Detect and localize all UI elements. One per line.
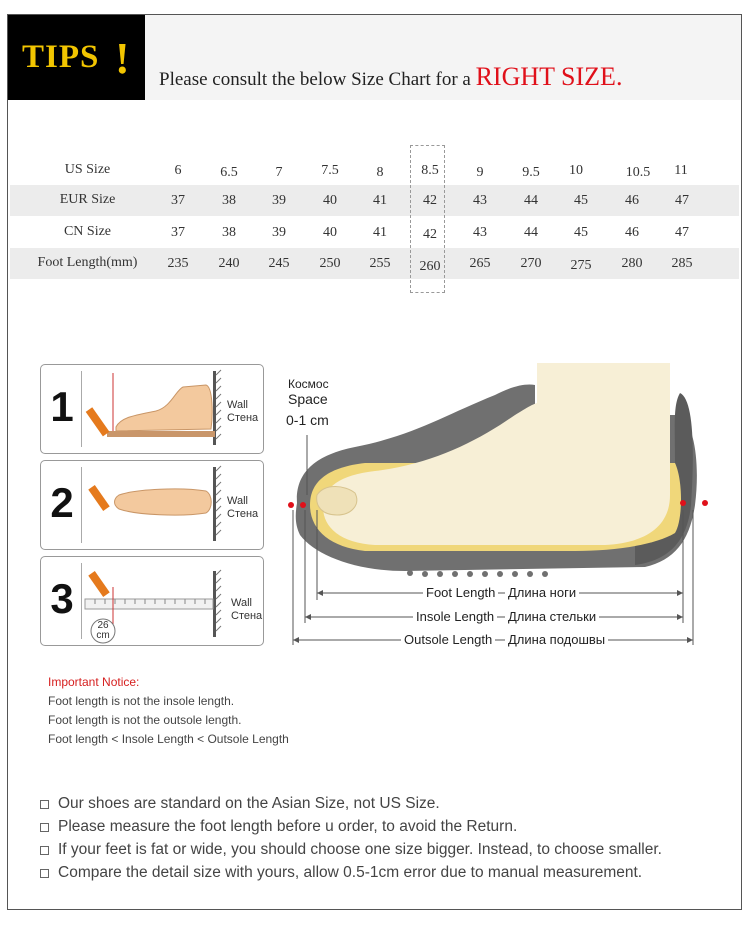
wall-label	[227, 399, 258, 425]
wall-label	[227, 495, 258, 521]
tip-text: Our shoes are standard on the Asian Size, not US Size.	[58, 795, 440, 812]
table-cell: 43	[473, 225, 487, 240]
table-cell: 9	[476, 165, 484, 180]
outsole-length-label-ru: Длина подошвы	[505, 632, 608, 647]
table-cell: 270	[520, 256, 542, 271]
wall-label-ru: Стена	[231, 610, 263, 622]
table-cell: 46	[625, 193, 639, 208]
notice-line: Foot length is not the outsole length.	[48, 713, 242, 727]
tips-header	[8, 15, 741, 100]
table-row-cn	[10, 217, 739, 248]
ruler-unit: cm	[96, 630, 110, 641]
notice-line: Foot length < Insole Length < Outsole Length	[48, 732, 289, 746]
foot-length-label-ru: Длина ноги	[505, 585, 579, 600]
table-cell: 9.5	[522, 165, 540, 180]
insole-length-label-ru: Длина стельки	[505, 609, 599, 624]
bullet-square-icon	[40, 823, 49, 832]
table-cell: 38	[222, 193, 236, 208]
ruler-illustration	[41, 557, 263, 645]
step-3-panel	[40, 556, 264, 646]
table-cell: 240	[218, 256, 240, 271]
tips-label: TIPS	[22, 39, 100, 75]
table-cell: 37	[171, 193, 185, 208]
wall-label-en: Wall	[231, 597, 252, 609]
tip-text: Please measure the foot length before u order, to avoid the Return.	[58, 818, 518, 835]
wall-label	[231, 597, 262, 623]
table-cell: 42	[423, 227, 437, 242]
table-cell: 10.5	[625, 165, 651, 180]
table-cell: 40	[323, 225, 337, 240]
table-row-us	[10, 155, 739, 186]
important-notice	[48, 675, 289, 751]
header-accent-text: RIGHT SIZE.	[475, 62, 623, 91]
tip-item	[38, 864, 662, 887]
wall-label-ru: Стена	[227, 508, 259, 520]
table-cell: 265	[469, 256, 491, 271]
notice-line: Foot length is not the insole length.	[48, 694, 235, 708]
table-cell: 10	[569, 163, 583, 178]
tip-item	[38, 818, 662, 841]
table-cell: 6	[174, 163, 182, 178]
table-cell: 38	[222, 225, 236, 240]
tip-text: If your feet is fat or wide, you should choose one size bigger. Instead, to choose smaller.	[58, 841, 662, 858]
header-message	[159, 62, 622, 92]
insole-length-label-en: Insole Length	[413, 609, 497, 624]
bullet-square-icon	[40, 869, 49, 878]
table-cell: 6.5	[220, 165, 238, 180]
table-cell: 44	[524, 225, 538, 240]
space-label-ru: Космос	[288, 377, 329, 391]
bottom-tips-list	[38, 795, 662, 887]
table-cell: 44	[524, 193, 538, 208]
table-cell: 47	[675, 225, 689, 240]
table-cell: 245	[268, 256, 290, 271]
table-cell: 43	[473, 193, 487, 208]
table-cell: 8.5	[421, 163, 439, 178]
bullet-square-icon	[40, 846, 49, 855]
table-cell: 285	[671, 256, 693, 271]
table-cell: 41	[373, 225, 387, 240]
table-cell: 45	[574, 225, 588, 240]
table-cell: 255	[369, 256, 391, 271]
table-cell: 275	[570, 258, 592, 273]
header-message-text: Please consult the below Size Chart for a	[159, 69, 476, 90]
row-label: EUR Size	[59, 192, 116, 207]
table-cell: 47	[675, 193, 689, 208]
ruler-value: 26	[97, 620, 109, 631]
step-number: 3	[50, 575, 74, 622]
table-cell: 260	[419, 259, 441, 274]
highlight-column-8-5	[410, 145, 445, 293]
table-cell: 37	[171, 225, 185, 240]
ruler-reading	[95, 621, 111, 641]
table-cell: 250	[319, 256, 341, 271]
table-cell: 39	[272, 225, 286, 240]
tip-item	[38, 795, 662, 818]
shoe-measurement-diagram	[285, 355, 715, 655]
bullet-square-icon	[40, 800, 49, 809]
table-row-eur	[10, 185, 739, 216]
table-cell: 8	[376, 165, 384, 180]
table-cell: 235	[167, 256, 189, 271]
row-label: CN Size	[63, 224, 112, 239]
step-2-panel	[40, 460, 264, 550]
outsole-length-label-en: Outsole Length	[401, 632, 495, 647]
table-cell: 45	[574, 193, 588, 208]
step-1-panel	[40, 364, 264, 454]
tip-item	[38, 841, 662, 864]
table-cell: 40	[323, 193, 337, 208]
table-cell: 42	[423, 193, 437, 208]
tip-text: Compare the detail size with yours, allow 0.5-1cm error due to manual measurement.	[58, 864, 643, 881]
wall-label-en: Wall	[227, 399, 248, 411]
notice-title: Important Notice:	[48, 675, 140, 689]
table-row-foot-length	[10, 248, 739, 279]
step-number: 1	[50, 383, 74, 430]
table-cell: 280	[621, 256, 643, 271]
wall-label-en: Wall	[227, 495, 248, 507]
step-number: 2	[50, 479, 74, 526]
table-cell: 7	[275, 165, 283, 180]
space-range: 0-1 cm	[286, 412, 329, 428]
row-label: Foot Length(mm)	[37, 255, 138, 270]
row-label: US Size	[64, 162, 111, 177]
tips-badge	[8, 15, 145, 100]
table-cell: 11	[674, 163, 688, 178]
table-cell: 39	[272, 193, 286, 208]
table-cell: 7.5	[321, 163, 339, 178]
foot-length-label-en: Foot Length	[423, 585, 498, 600]
exclamation-icon: !	[115, 34, 130, 83]
wall-label-ru: Стена	[227, 412, 259, 424]
space-label-en: Space	[288, 391, 328, 407]
table-cell: 41	[373, 193, 387, 208]
table-cell: 46	[625, 225, 639, 240]
